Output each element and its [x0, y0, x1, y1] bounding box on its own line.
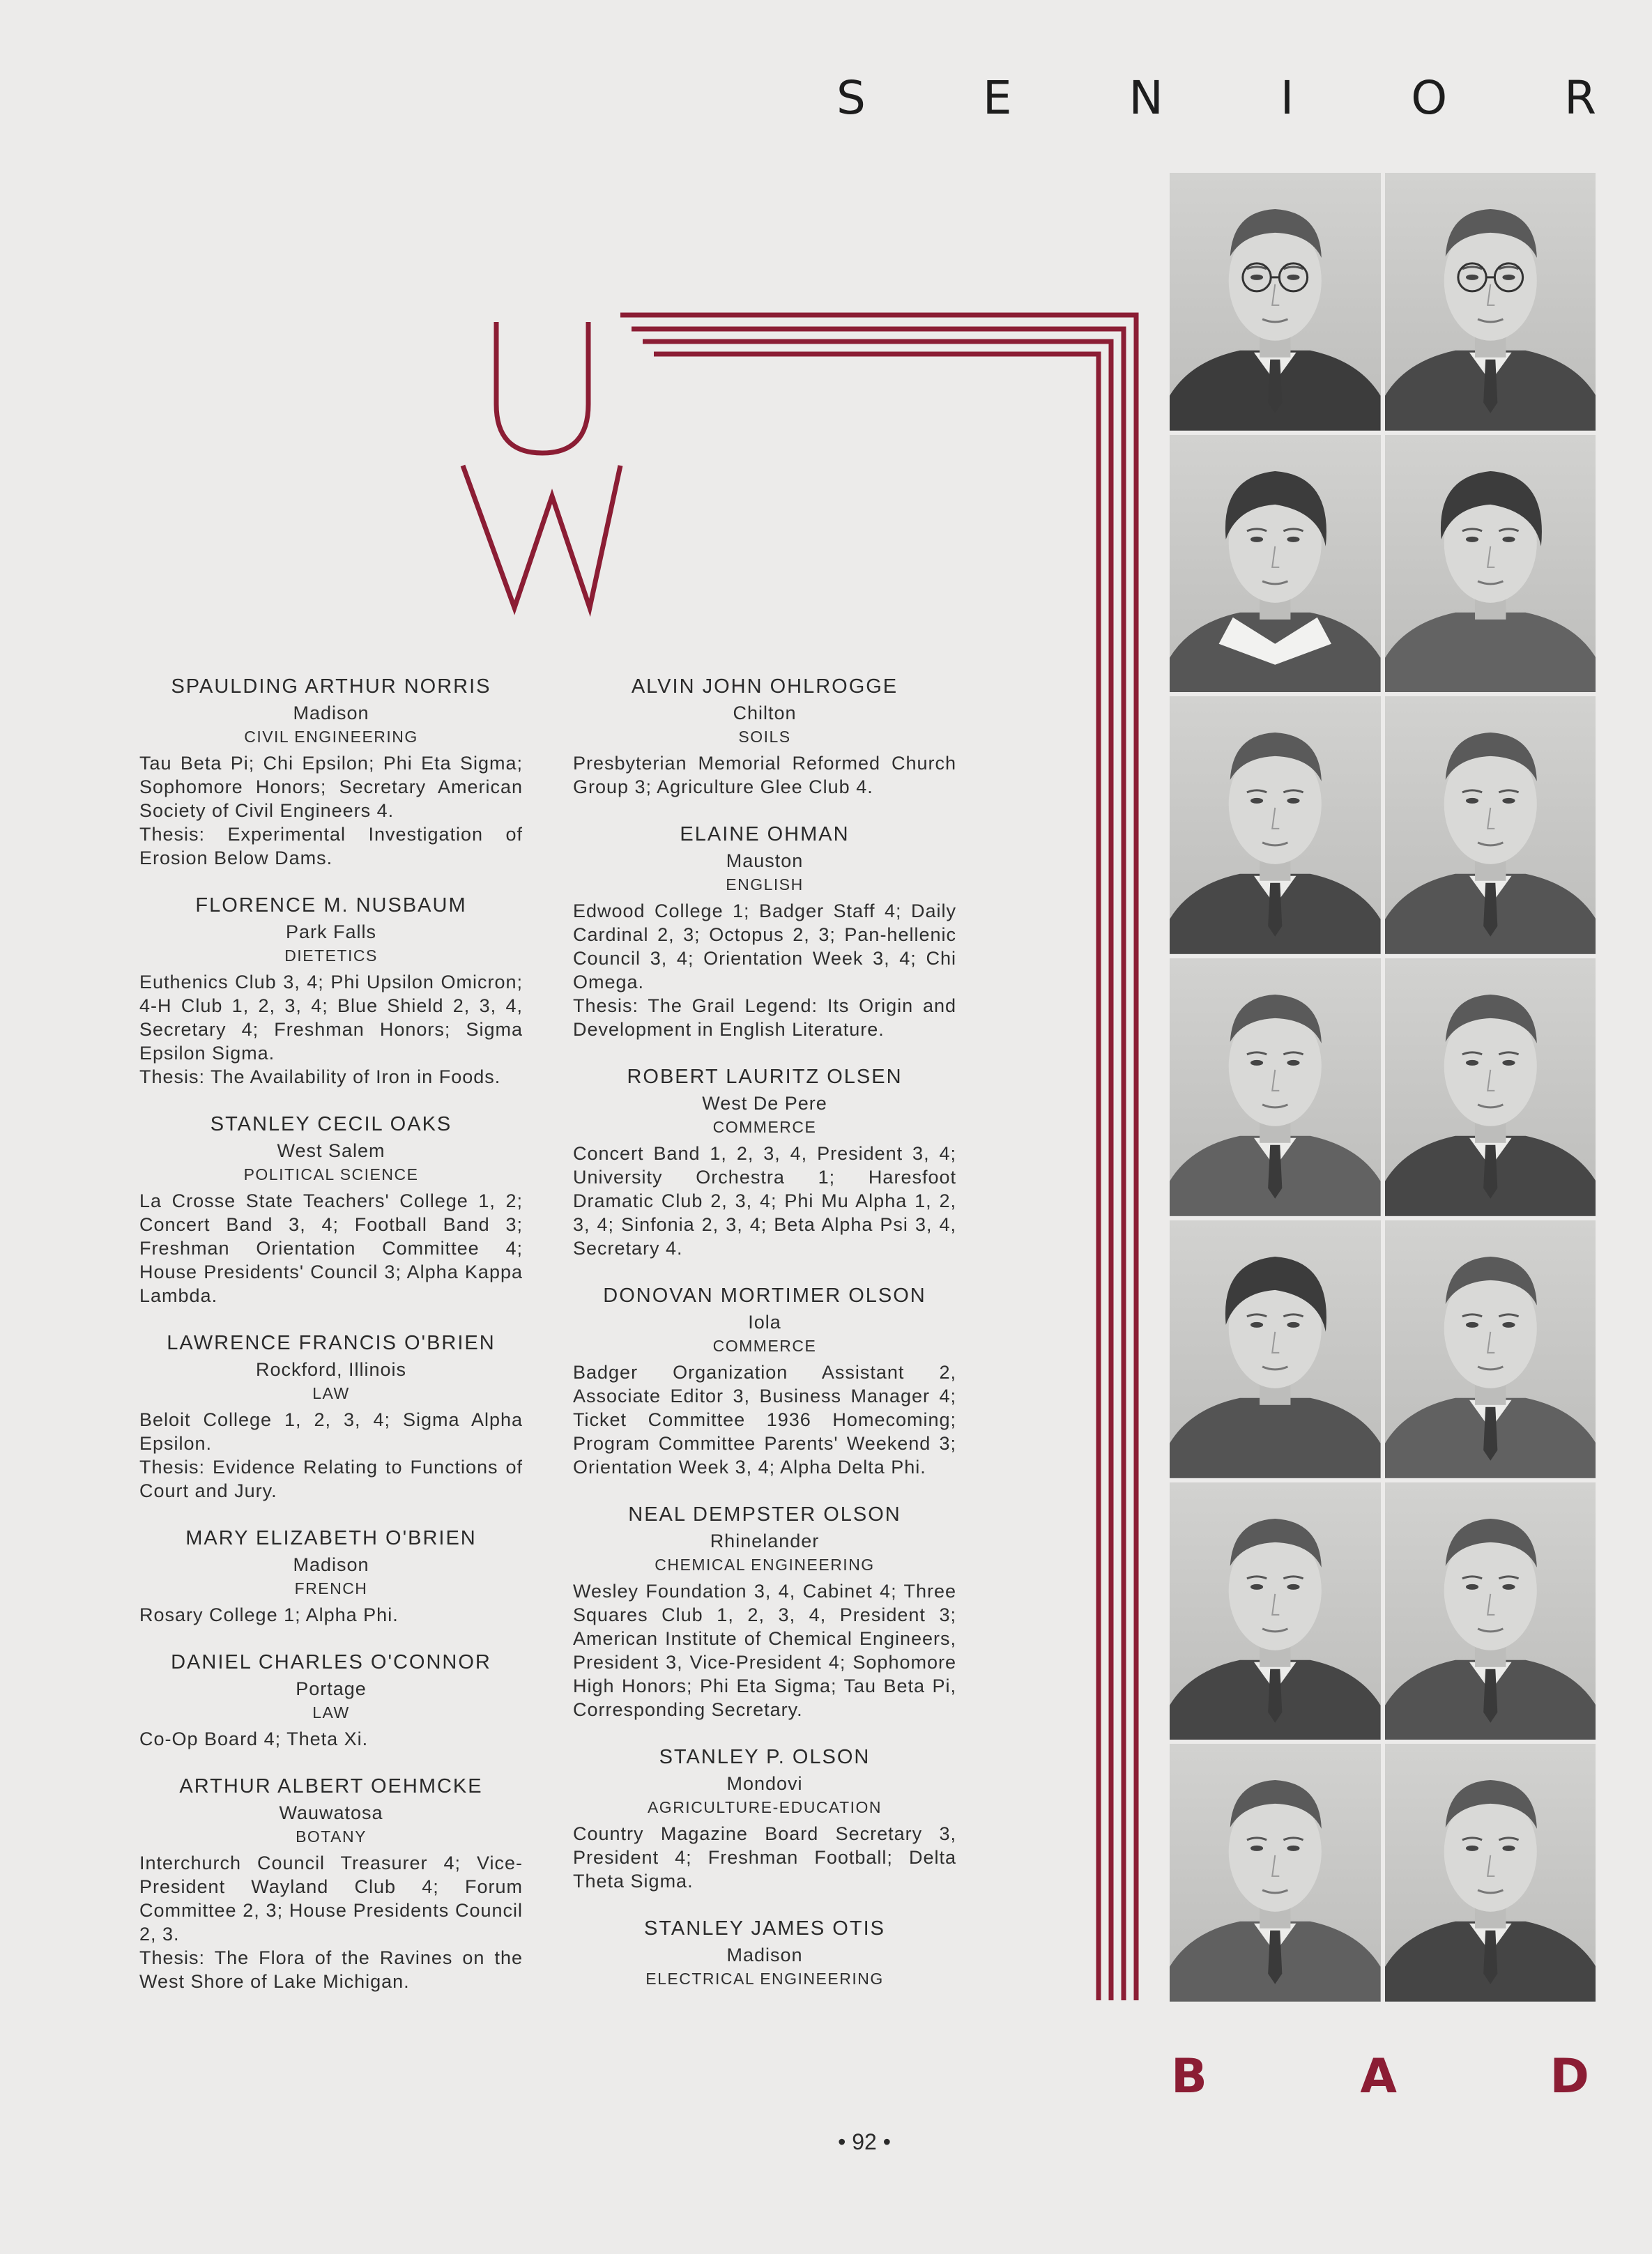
senior-hometown: West Salem [277, 1140, 385, 1161]
senior-portrait-photo [1385, 435, 1596, 693]
senior-bio-column-right [573, 675, 956, 2014]
footer-letter: D [1550, 2049, 1589, 2104]
senior-activities: Edwood College 1; Badger Staff 4; Daily Cardinal 2, 3; Octopus 2, 3; Pan-hellenic Council 3, 4; Orientation Week 3, 4; Chi Omega. [573, 900, 956, 992]
section-footer-badger [1171, 2049, 1589, 2104]
senior-major: CHEMICAL ENGINEERING [655, 1556, 875, 1574]
senior-name: ROBERT LAURITZ OLSEN [627, 1066, 903, 1088]
senior-thesis: Thesis: The Availability of Iron in Foods. [139, 1066, 501, 1087]
senior-entry [139, 1526, 523, 1627]
senior-portrait-photo [1170, 435, 1381, 693]
senior-portrait-photo [1385, 696, 1596, 954]
senior-hometown: Iola [748, 1312, 781, 1333]
senior-hometown: Mauston [726, 850, 804, 871]
senior-name: FLORENCE M. NUSBAUM [195, 894, 467, 917]
senior-activities: Country Magazine Board Secretary 3, President 4; Freshman Football; Delta Theta Sigma. [573, 1823, 956, 1892]
senior-portrait-photo [1385, 1482, 1596, 1740]
senior-bio-column-left [139, 675, 523, 2017]
senior-name: STANLEY CECIL OAKS [210, 1113, 452, 1135]
senior-major: COMMERCE [712, 1118, 817, 1136]
senior-major: LAW [312, 1703, 350, 1722]
senior-name: SPAULDING ARTHUR NORRIS [171, 675, 491, 698]
senior-portrait-grid [1170, 173, 1596, 2002]
senior-major: ENGLISH [726, 875, 804, 894]
senior-hometown: Park Falls [285, 921, 377, 942]
senior-portrait-photo [1170, 696, 1381, 954]
senior-activities: Rosary College 1; Alpha Phi. [139, 1604, 399, 1625]
senior-name: NEAL DEMPSTER OLSON [628, 1503, 901, 1526]
senior-major: POLITICAL SCIENCE [243, 1165, 419, 1183]
senior-major: LAW [312, 1384, 350, 1402]
senior-portrait-photo [1385, 958, 1596, 1216]
senior-major: COMMERCE [712, 1337, 817, 1355]
senior-activities: Euthenics Club 3, 4; Phi Upsilon Omicron; 4-H Club 1, 2, 3, 4; Blue Shield 2, 3, 4, Secretary 4; Freshman Honors; Sigma Epsilon Sigma. [139, 972, 523, 1064]
header-letter: N [1129, 71, 1163, 125]
footer-letter: B [1171, 2049, 1207, 2104]
senior-activities: La Crosse State Teachers' College 1, 2; Concert Band 3, 4; Football Band 3; Freshman Orientation Committee 4; House Presidents' Council 3; Alpha Kappa Lambda. [139, 1190, 523, 1306]
header-letter: R [1564, 71, 1596, 125]
header-letter: E [982, 71, 1012, 125]
senior-thesis: Thesis: Experimental Investigation of Erosion Below Dams. [139, 824, 523, 868]
senior-major: ELECTRICAL ENGINEERING [645, 1970, 884, 1988]
senior-thesis: Thesis: The Grail Legend: Its Origin and Development in English Literature. [573, 995, 956, 1040]
senior-entry [139, 1112, 523, 1308]
senior-name: ARTHUR ALBERT OEHMCKE [179, 1775, 483, 1797]
monogram-letter-u [496, 322, 588, 453]
header-letter: O [1411, 71, 1448, 125]
senior-name: STANLEY P. OLSON [659, 1746, 871, 1768]
senior-hometown: Rockford, Illinois [255, 1359, 407, 1380]
senior-hometown: West De Pere [702, 1093, 827, 1114]
senior-portrait-photo [1170, 173, 1381, 431]
senior-major: CIVIL ENGINEERING [244, 728, 418, 746]
senior-activities: Badger Organization Assistant 2, Associate Editor 3, Business Manager 4; Ticket Committee 1936 Homecoming; Program Committee Parents' Weekend 3; Orientation Week 3, 4; Alpha Delta Phi. [573, 1362, 956, 1478]
senior-hometown: Chilton [733, 703, 797, 723]
senior-portrait-photo [1170, 1220, 1381, 1478]
senior-hometown: Portage [296, 1678, 367, 1699]
senior-name: ELAINE OHMAN [680, 823, 850, 845]
senior-entry [139, 1650, 523, 1751]
senior-activities: Interchurch Council Treasurer 4; Vice-President Wayland Club 4; Forum Committee 2, 3; House Presidents Council 2, 3. [139, 1853, 523, 1945]
senior-entry [139, 894, 523, 1089]
senior-portrait-photo [1170, 1744, 1381, 2002]
senior-name: STANLEY JAMES OTIS [644, 1917, 885, 1940]
senior-hometown: Madison [293, 1554, 369, 1575]
senior-name: DANIEL CHARLES O'CONNOR [171, 1651, 491, 1673]
senior-portrait-photo [1385, 1744, 1596, 2002]
senior-name: ALVIN JOHN OHLROGGE [631, 675, 898, 698]
header-letter: S [836, 71, 866, 125]
header-letter: I [1280, 71, 1294, 125]
senior-portrait-photo [1170, 958, 1381, 1216]
senior-activities: Concert Band 1, 2, 3, 4, President 3, 4; University Orchestra 1; Haresfoot Dramatic Club 2, 3, 4; Phi Mu Alpha 1, 2, 3, 4; Sinfonia 2, 3, 4; Beta Alpha Psi 3, 4, Secretary 4. [573, 1143, 956, 1259]
senior-activities: Wesley Foundation 3, 4, Cabinet 4; Three Squares Club 1, 2, 3, 4, President 3; American Institute of Chemical Engineers, President 3, Vice-President 4; Sophomore High Honors; Phi Eta Sigma; Tau Beta Pi, Corresponding Secretary. [573, 1581, 956, 1720]
senior-hometown: Rhinelander [710, 1531, 820, 1551]
senior-name: LAWRENCE FRANCIS O'BRIEN [167, 1332, 496, 1354]
senior-entry [139, 675, 523, 870]
senior-name: MARY ELIZABETH O'BRIEN [185, 1527, 477, 1549]
senior-major: DIETETICS [284, 946, 378, 965]
page-number: • 92 • [838, 2129, 891, 2154]
senior-major: FRENCH [294, 1579, 368, 1597]
senior-entry [139, 1331, 523, 1503]
senior-entry [573, 1065, 956, 1260]
senior-portrait-photo [1170, 1482, 1381, 1740]
senior-major: BOTANY [296, 1827, 367, 1846]
senior-entry [573, 1284, 956, 1479]
senior-activities: Tau Beta Pi; Chi Epsilon; Phi Eta Sigma; Sophomore Honors; Secretary American Society of Civil Engineers 4. [139, 753, 523, 821]
senior-entry [573, 1917, 956, 1991]
senior-entry [573, 1503, 956, 1722]
senior-name: DONOVAN MORTIMER OLSON [603, 1285, 926, 1307]
senior-thesis: Thesis: The Flora of the Ravines on the West Shore of Lake Michigan. [139, 1947, 523, 1992]
senior-activities: Beloit College 1, 2, 3, 4; Sigma Alpha Epsilon. [139, 1409, 523, 1454]
senior-activities: Presbyterian Memorial Reformed Church Group 3; Agriculture Glee Club 4. [573, 753, 956, 797]
senior-hometown: Mondovi [726, 1773, 803, 1794]
senior-thesis: Thesis: Evidence Relating to Functions of Court and Jury. [139, 1457, 523, 1501]
senior-entry [139, 1774, 523, 1993]
senior-entry [573, 675, 956, 799]
senior-hometown: Wauwatosa [279, 1802, 383, 1823]
senior-hometown: Madison [726, 1945, 803, 1965]
senior-major: AGRICULTURE-EDUCATION [647, 1798, 882, 1816]
senior-portrait-photo [1385, 1220, 1596, 1478]
senior-major: SOILS [738, 728, 791, 746]
footer-letter: A [1360, 2049, 1398, 2104]
senior-hometown: Madison [293, 703, 369, 723]
senior-entry [573, 1745, 956, 1893]
senior-activities: Co-Op Board 4; Theta Xi. [139, 1728, 369, 1749]
monogram-letter-w [463, 466, 620, 608]
senior-portrait-photo [1385, 173, 1596, 431]
senior-entry [573, 822, 956, 1041]
